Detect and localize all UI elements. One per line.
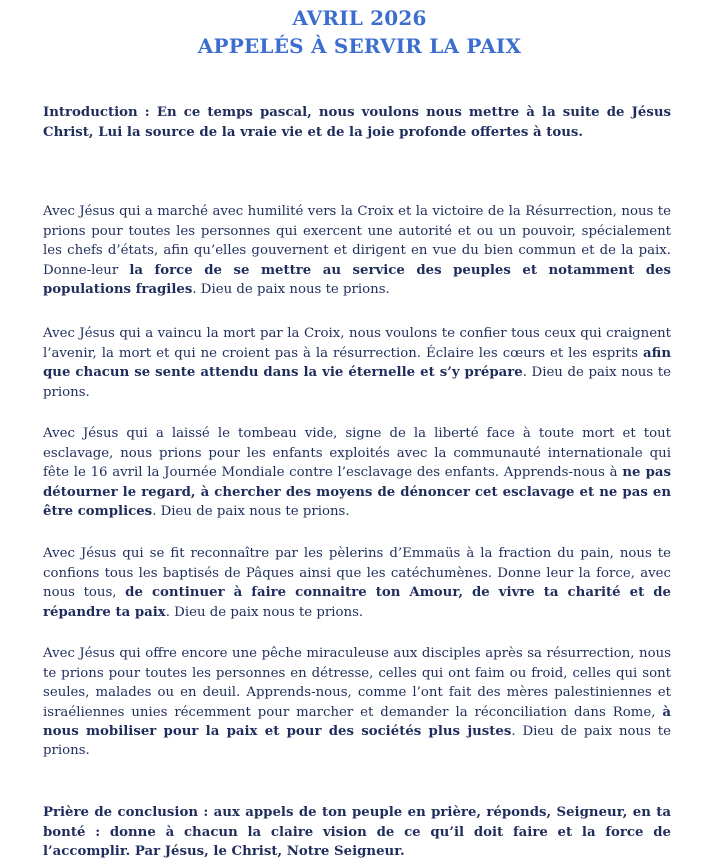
- intention-emphasis: la force de se mettre au service des peuples et notamment des populations fragiles: [43, 262, 671, 297]
- intention-paragraph-1: [43, 202, 671, 299]
- intention-paragraph-4: [43, 544, 671, 622]
- intention-refrain: . Dieu de paix nous te prions.: [43, 365, 672, 400]
- intention-text: Avec Jésus qui a laissé le tombeau vide, signe de la liberté face à toute mort et tout esclavage, nous prions pour les enfants exploités avec la communauté internationale qui fête le 16 avril la Journée Mondiale contre l’esclavage des enfants. Apprends-nous à: [43, 426, 671, 481]
- intention-emphasis: afin que chacun se sente attendu dans la vie éternelle et s’y prépare: [43, 345, 671, 381]
- intention-refrain: . Dieu de paix nous te prions.: [152, 503, 350, 519]
- intention-text: Avec Jésus qui a vaincu la mort par la Croix, nous voulons te confier tous ceux qui craignent l’avenir, la mort et qui ne croient pas à la résurrection. Éclaire les cœurs et les esprits: [43, 326, 671, 361]
- intention-paragraph-3: [43, 424, 671, 521]
- intention-emphasis: ne pas détourner le regard, à chercher des moyens de dénoncer cet esclavage et ne pas en être complices: [43, 465, 672, 519]
- page-header: [0, 4, 719, 60]
- intention-refrain: . Dieu de paix nous te prions.: [165, 604, 364, 620]
- intention-emphasis: à nous mobiliser pour la paix et pour des sociétés plus justes: [43, 704, 671, 739]
- introduction-paragraph: Introduction : En ce temps pascal, nous voulons nous mettre à la suite de Jésus Christ, Lui la source de la vraie vie et de la joie profonde offertes à tous.: [43, 105, 671, 140]
- intention-emphasis: de continuer à faire connaitre ton Amour, de vivre ta charité et de répandre ta paix: [43, 585, 671, 620]
- page-title: APPELÉS À SERVIR LA PAIX: [197, 34, 522, 58]
- intention-refrain: . Dieu de paix nous te prions.: [43, 723, 671, 759]
- intention-paragraph-5: [43, 644, 671, 760]
- conclusion-paragraph: Prière de conclusion : aux appels de ton peuple en prière, réponds, Seigneur, en ta bonté : donne à chacun la claire vision de ce qu’il doit faire et la force de l’accomplir. Par Jésus, le Christ, Notre Seigneur.: [43, 805, 671, 860]
- intention-refrain: . Dieu de paix nous te prions.: [192, 281, 390, 297]
- intention-text: Avec Jésus qui se fit reconnaître par les pèlerins d’Emmaüs à la fraction du pain, nous te confions tous les baptisés de Pâques ainsi que les catéchumènes. Donne leur la force, avec nous tous,: [43, 546, 671, 601]
- intention-text: Avec Jésus qui a marché avec humilité vers la Croix et la victoire de la Résurrection, nous te prions pour toutes les personnes qui exercent une autorité et ou un pouvoir, spécialement les chefs d’états, afin qu’elles gouvernent et dirigent en vue du bien commun et de la paix. Donne-leur: [43, 204, 671, 278]
- header-date: AVRIL 2026: [292, 6, 427, 30]
- intention-text: Avec Jésus qui offre encore une pêche miraculeuse aux disciples après sa résurrection, nous te prions pour toutes les personnes en détresse, celles qui ont faim ou froid, celles qui sont seules, malades ou en deuil. Apprends-nous, comme l’ont fait des mères palestiniennes et israéliennes unies récemment pour marcher et demander la réconciliation dans Rome,: [43, 646, 671, 720]
- intention-paragraph-2: [43, 324, 671, 402]
